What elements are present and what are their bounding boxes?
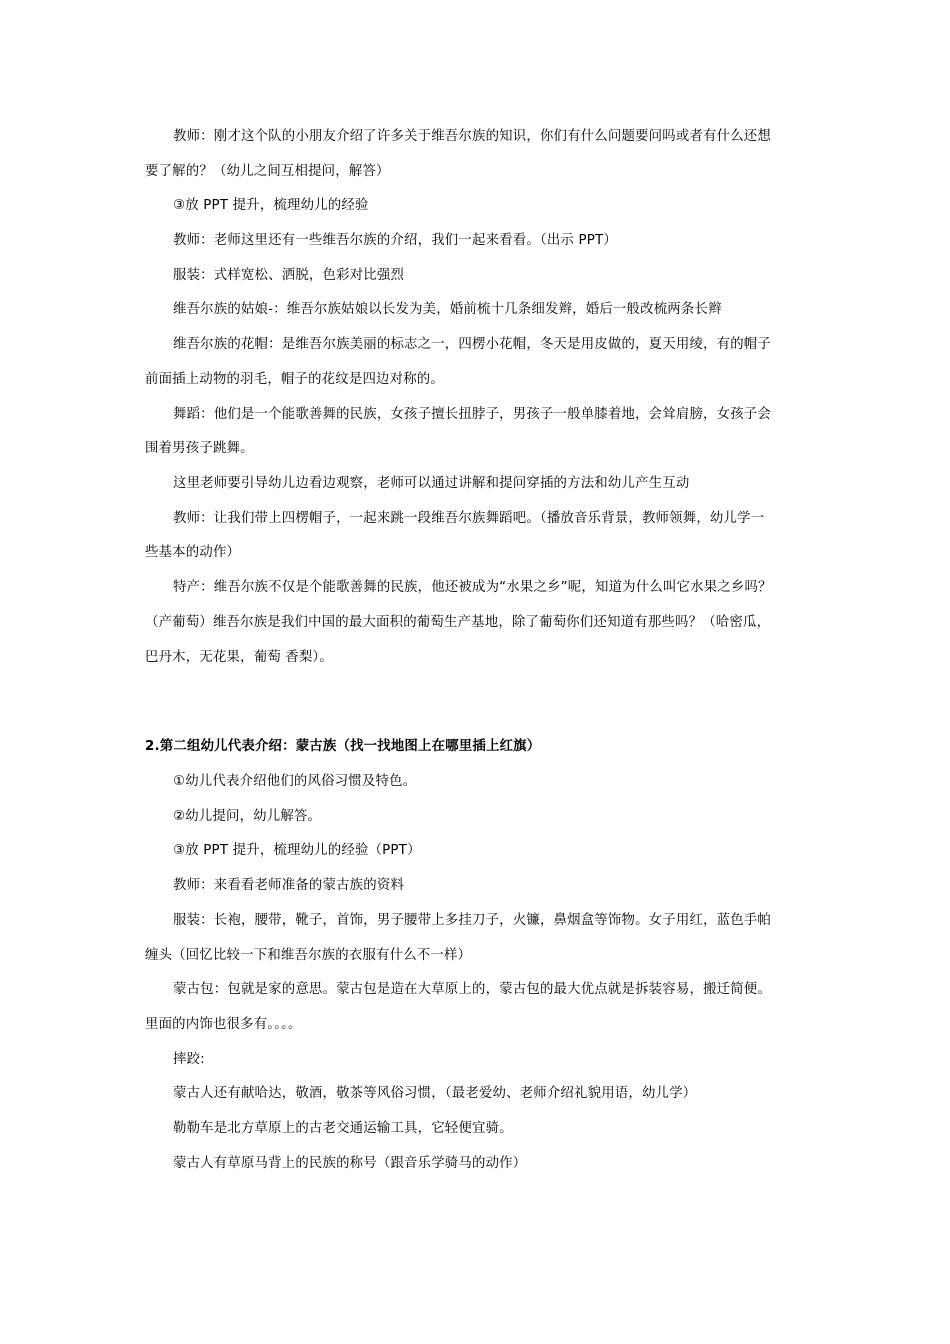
paragraph-line: 教师：来看看老师准备的蒙古族的资料 [173,878,405,893]
paragraph-line: 教师：刚才这个队的小朋友介绍了许多关于维吾尔族的知识，你们有什么问题要问吗或者有什么还想 [173,129,771,144]
paragraph-line: 前面插上动物的羽毛，帽子的花纹是四边对称的。 [145,372,444,387]
paragraph-line: 些基本的动作） [145,545,241,560]
paragraph-line: 教师：让我们带上四楞帽子，一起来跳一段维吾尔族舞蹈吧。（播放音乐背景，教师领舞，幼儿学一 [173,511,765,526]
paragraph-line: 摔跤: [173,1052,205,1067]
paragraph-line: （产葡萄）维吾尔族是我们中国的最大面积的葡萄生产基地，除了葡萄你们还知道有那些吗？（哈密瓜， [145,615,771,630]
paragraph-line: 服装：式样宽松、洒脱，色彩对比强烈 [173,268,405,283]
paragraph-line: 维吾尔族的姑娘-：维吾尔族姑娘以长发为美，婚前梳十几条细发辫，婚后一般改梳两条长辫 [173,302,722,317]
paragraph-line: 勒勒车是北方草原上的古老交通运输工具，它轻便宜骑。 [173,1121,513,1136]
paragraph-line: 蒙古人还有献哈达，敬酒，敬茶等风俗习惯，（最老爱幼、老师介绍礼貌用语，幼儿学） [173,1086,697,1101]
paragraph-line: 围着男孩子跳舞。 [145,441,254,456]
paragraph-line: 巴丹木，无花果，葡萄 香梨）。 [145,650,334,665]
paragraph-line: 维吾尔族的花帽：是维吾尔族美丽的标志之一，四楞小花帽，冬天是用皮做的，夏天用绫，有的帽子 [173,337,771,352]
paragraph-line: 特产：维吾尔族不仅是个能歌善舞的民族，他还被成为“水果之乡”呢，知道为什么叫它水果之乡吗？ [173,580,772,595]
paragraph-line: 缠头（回忆比较一下和维吾尔族的衣服有什么不一样） [145,948,472,963]
paragraph-line: 要了解的？（幼儿之间互相提问，解答） [145,164,390,179]
paragraph-line: 舞蹈：他们是一个能歌善舞的民族，女孩子擅长扭脖子，男孩子一般单膝着地，会耸肩膀，女孩子会 [173,407,771,422]
paragraph-line: ③放 PPT 提升，梳理幼儿的经验 [173,198,369,213]
paragraph-line: 蒙古包：包就是家的意思。蒙古包是造在大草原上的，蒙古包的最大优点就是拆装容易，搬迁简便。 [173,982,771,997]
paragraph-line: 教师：老师这里还有一些维吾尔族的介绍，我们一起来看看。（出示 PPT） [173,233,617,248]
paragraph-line: ②幼儿提问，幼儿解答。 [173,809,322,824]
paragraph-line: 蒙古人有草原马背上的民族的称号（跟音乐学骑马的动作） [173,1156,527,1171]
paragraph-line: ①幼儿代表介绍他们的风俗习惯及特色。 [173,774,417,789]
section-heading: 2.第二组幼儿代表介绍：蒙古族（找一找地图上在哪里插上红旗） [145,739,541,754]
paragraph-line: ③放 PPT 提升，梳理幼儿的经验（PPT） [173,843,421,858]
paragraph-line: 服装：长袍，腰带，靴子，首饰，男子腰带上多挂刀子，火镰，鼻烟盒等饰物。女子用红，蓝色手帕 [173,913,771,928]
paragraph-line: 这里老师要引导幼儿边看边观察，老师可以通过讲解和提问穿插的方法和幼儿产生互动 [173,476,690,491]
paragraph-line: 里面的内饰也很多有。。。。 [145,1017,302,1032]
